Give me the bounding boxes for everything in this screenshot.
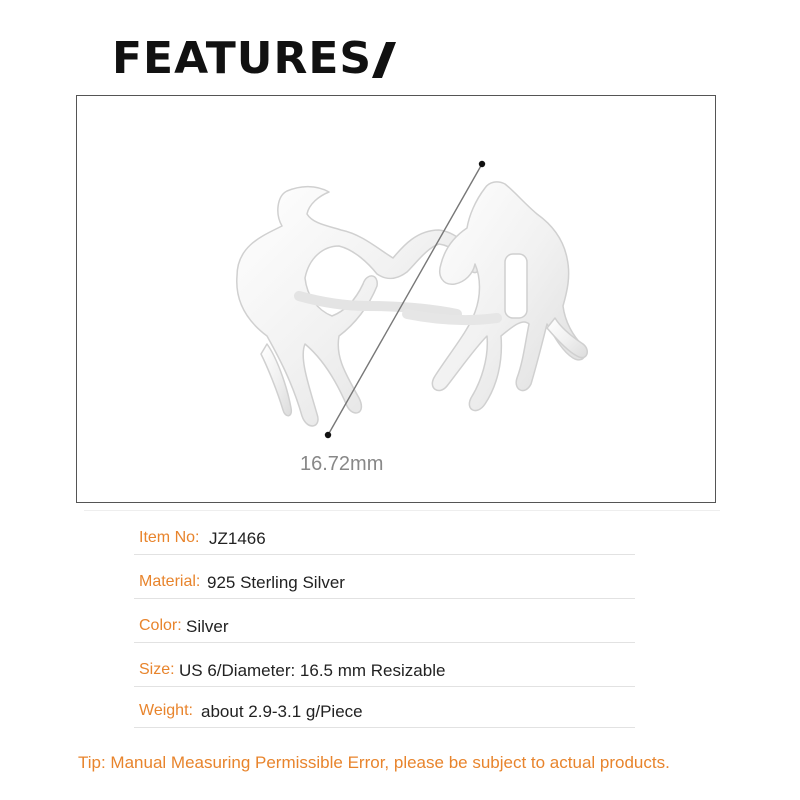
row-divider	[134, 727, 635, 728]
spec-label-weight: Weight:	[139, 702, 193, 719]
spec-row-weight	[134, 692, 635, 728]
measurement-line	[328, 164, 482, 435]
product-image-frame	[76, 95, 716, 503]
spec-label-size: Size:	[139, 661, 175, 678]
spec-value-weight: about 2.9-3.1 g/Piece	[201, 702, 363, 721]
page-title: FEATURES	[112, 33, 373, 84]
spec-value-material: 925 Sterling Silver	[207, 573, 345, 592]
tip-note: Tip: Manual Measuring Permissible Error, please be subject to actual products.	[78, 753, 670, 772]
measurement-point-top	[479, 161, 485, 167]
spec-label-item-no: Item No:	[139, 529, 200, 546]
spec-row-size	[134, 651, 635, 687]
row-divider	[134, 642, 635, 643]
spec-label-color: Color:	[139, 617, 182, 634]
spec-value-item-no: JZ1466	[209, 529, 266, 548]
spec-row-item-no	[134, 519, 635, 555]
row-divider	[134, 598, 635, 599]
spec-label-material: Material:	[139, 573, 201, 590]
row-divider	[134, 554, 635, 555]
ring-illustration	[77, 96, 716, 503]
divider	[84, 510, 720, 511]
spec-value-size: US 6/Diameter: 16.5 mm Resizable	[179, 661, 446, 680]
slash-mark-icon	[372, 42, 396, 78]
row-divider	[134, 686, 635, 687]
spec-row-color	[134, 607, 635, 643]
measurement-point-bottom	[325, 432, 331, 438]
spec-row-material	[134, 563, 635, 599]
spec-value-color: Silver	[186, 617, 229, 636]
measurement-label: 16.72mm	[300, 453, 384, 475]
